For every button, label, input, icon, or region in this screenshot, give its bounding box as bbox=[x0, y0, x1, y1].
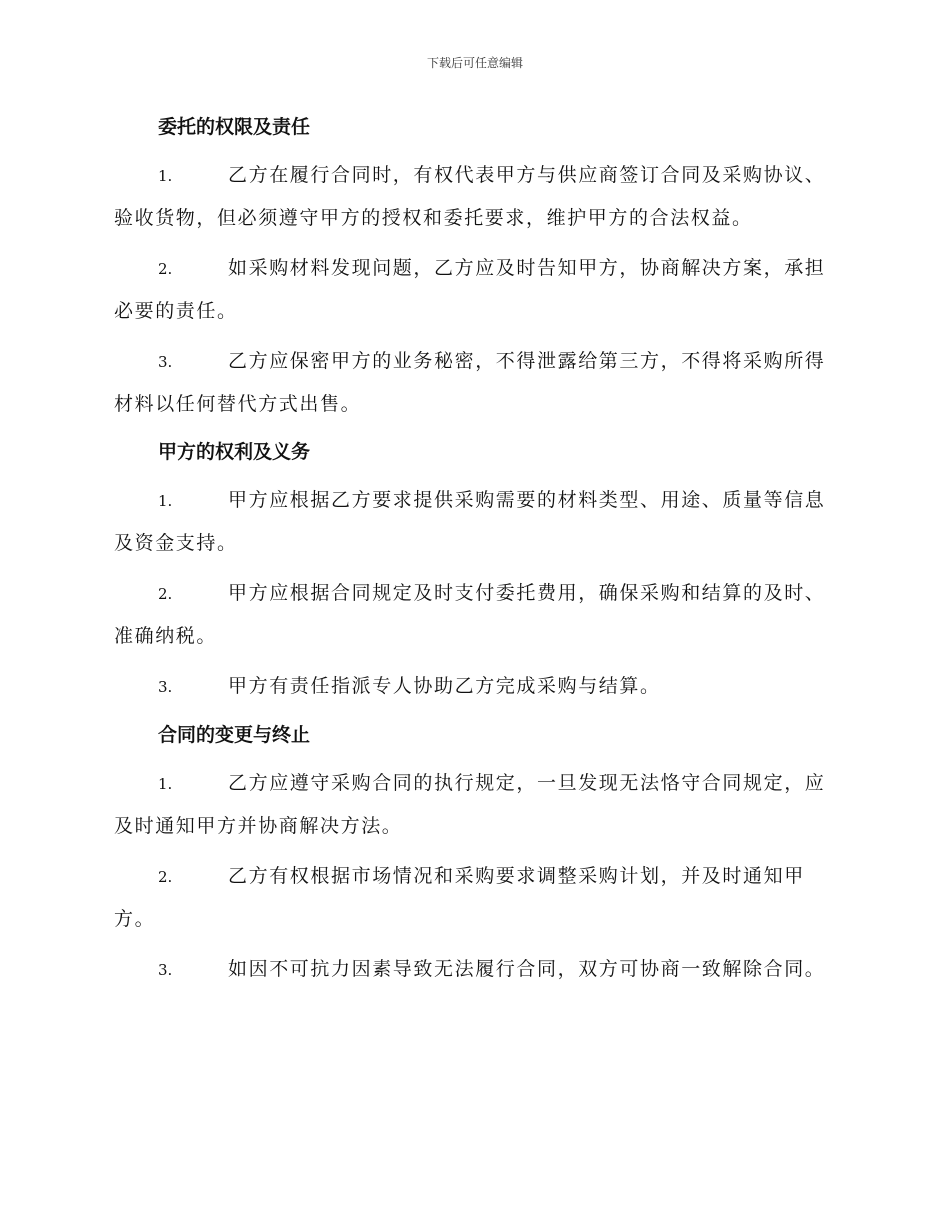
clause bbox=[114, 247, 834, 332]
clause-text: 甲方应根据合同规定及时支付委托费用，确保采购和结算的及时、准确纳税。 bbox=[114, 582, 826, 647]
clause-text: 乙方应遵守采购合同的执行规定，一旦发现无法恪守合同规定，应及时通知甲方并协商解决方法。 bbox=[114, 772, 826, 837]
clause bbox=[114, 948, 834, 991]
clause-number: 2. bbox=[158, 868, 173, 886]
clause-number: 2. bbox=[158, 260, 173, 278]
section-title: 委托的权限及责任 bbox=[158, 116, 311, 138]
clause-text: 甲方应根据乙方要求提供采购需要的材料类型、用途、质量等信息及资金支持。 bbox=[114, 489, 826, 554]
clause-text: 乙方应保密甲方的业务秘密，不得泄露给第三方，不得将采购所得材料以任何替代方式出售。 bbox=[114, 350, 826, 415]
clause bbox=[114, 665, 834, 708]
clause-number: 3. bbox=[158, 678, 173, 696]
clause bbox=[114, 479, 834, 564]
section-title: 甲方的权利及义务 bbox=[158, 441, 311, 463]
page-header: 下载后可任意编辑 bbox=[426, 56, 523, 70]
clause-text: 如采购材料发现问题，乙方应及时告知甲方，协商解决方案，承担必要的责任。 bbox=[114, 257, 826, 322]
clause bbox=[114, 340, 834, 425]
section-title: 合同的变更与终止 bbox=[158, 724, 311, 746]
clause bbox=[114, 762, 834, 847]
clause-text: 如因不可抗力因素导致无法履行合同，双方可协商一致解除合同。 bbox=[228, 958, 826, 980]
document-body bbox=[114, 110, 834, 991]
clause-text: 乙方有权根据市场情况和采购要求调整采购计划，并及时通知甲方。 bbox=[114, 865, 805, 930]
clause-number: 1. bbox=[158, 775, 173, 793]
clause-number: 2. bbox=[158, 585, 173, 603]
clause bbox=[114, 855, 834, 940]
clause-number: 3. bbox=[158, 961, 173, 979]
clause-text: 甲方有责任指派专人协助乙方完成采购与结算。 bbox=[228, 675, 661, 697]
clause-number: 1. bbox=[158, 167, 173, 185]
clause-text: 乙方在履行合同时，有权代表甲方与供应商签订合同及采购协议、验收货物，但必须遵守甲方的授权和委托要求，维护甲方的合法权益。 bbox=[114, 164, 826, 229]
clause-number: 1. bbox=[158, 492, 173, 510]
clause bbox=[114, 154, 834, 239]
clause-number: 3. bbox=[158, 353, 173, 371]
clause bbox=[114, 572, 834, 657]
